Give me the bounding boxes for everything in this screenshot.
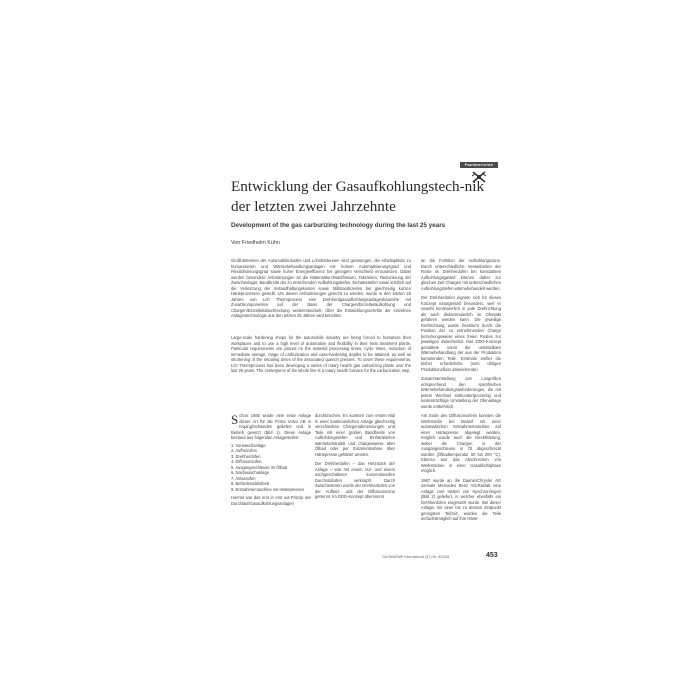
paragraph: 1987 wurde an die DaimlerChrysler AG vormals Mercedes Benz AG/Rastatt eine Anlage zum Härten von Synchronringen (Bild 2) geliefert, in welcher ebenfalls ein Drehherdofen eingesetzt wurde. Bei dieser Anlage, mit einer bis zu dessen Zeitpunkt geringsten Teilzeit, wurden die Teile einfachstmöglich auf ihre Härte- — [421, 477, 501, 521]
paragraph: Der Drehherdofen – das Herzstück der Anlage – war mit einem Vor- und einem nachgeschalteten konventionellen Durchstoßofen verknüpft. Durch Zwischentüren wurde der Drehherdofen von der Aufheiz- und der Diffusionszone getrennt. Im DDG-Konzept übernimmt — [315, 461, 395, 499]
abstract-german: Großhärtereien der Automobilindustrie und Lohnhärtereien sind gezwungen, die Arbeitsplätze zu humanisieren und Wärmebehandlungsanlagen mit hohem Automatisierungsgrad und Flexibilisierungsgrad sowie hoher Energieeffizienz bei geringem Verschleiß einzusetzen. Dabei werden besondere Anforderungen an die Materialdurchsatzflüssen, Taktzeiten, Reduzierung der Zwischenlager, Bandbreite der zu erreichenden Aufkohlungstiefen, Einhärtetiefen sowie letztlich auf die Verkürzung der Instandhaltungskosten sowie Stillstandszeiten bei gleichzeitig kurzen Härteprozessen gestellt. Um diesen Anforderungen gerecht zu werden, wurde in den letzten 25 Jahren von LOI Thermprocess eine Drehherdgasaufkohlungsanlagenbaureihe mit Zusatzkomponenten auf der Basis der Chargen/Einzelteilaufkohlung und Chargen/Einzelteilabschreckung weiterentwickelt. Über die Entwicklungsschritte der einzelnen Anlagentechnologie aus den letzten 25 Jahren wird berichtet. — [231, 258, 412, 318]
paragraph: Hiermit war das erst in erst out-Prinzip der Durchlauf/Gasaufkohlungsanlagen — [231, 495, 311, 506]
article-title: Entwicklung der Gasaufkohlungstech-nik der letzten zwei Jahrzehnte — [231, 178, 485, 215]
page-number: 453 — [486, 552, 498, 559]
paragraph: Zusammenstellung von Losgrößen entsprechend den spezifischen Wärmebehandlungsanforderungen, die mit jedem Wechsel einhundertprozentig und kostenträchtige Umstellung der Ofenanlage wurde entbehrlich. — [421, 376, 501, 409]
list-item: 5. Ausgangsschleuse im Ölbad — [231, 464, 288, 470]
list-item: 2. Aufheizofen — [231, 448, 257, 453]
paragraph: Der Drehherdofen eignete sich für dieses Konzept naturgemäß besonders, weil er sowohl kontinuierlich in jede Drehrichtung als auch diskontinuierlich im Ofentakt gefahren werden kann. Die jeweilige Drehrichtung wurde bestimmt durch die Position der zu entnehmenden Charge beziehungsweise eines freien Rostes zur jeweiligen Zwischentür. Das DDG-Konzept gestattete somit die unmittelbare Wärmebehandlung der aus der Produktion kommenden Teile. Erstmals entfiel die bisher erforderliche (vom übrigen Produktionsfluss abweichende) — [421, 295, 501, 372]
list-item: 6. Nachwaschanlage — [231, 470, 270, 475]
equipment-list — [231, 443, 311, 493]
list-item: 4. Diffusionsofen — [231, 459, 262, 464]
paragraph: an die Funktion der Aufkohlungszone. Durch unterschiedliche Verweilzeiten der Roste im Drehherdofen bei konstantem Aufkohlungsgasteil können daher zur gleichen Zeit Chargen mit unterschiedlichen Aufkohlungstiefen wärmebehandelt werden. — [421, 258, 501, 291]
lead-paragraph: chon 1985 wurde eine erste Anlage dieser Art für die Firma Volvo AB in Koping/Schweden geliefert und in Betrieb gesetzt (Bild 1). Diese Anlage bestand aus folgenden Anlagenteilen: — [231, 413, 311, 440]
list-item: 7. Anlassofen — [231, 475, 256, 481]
list-item: 1. Vorwaschanlage — [231, 442, 266, 448]
paragraph: durchbrochen. Es konnten zum ersten Mal in einer kontinuierlichen Anlage gleichzeitig verschiedene Chargenabmessungen und Teile mit einer großen Bandbreite von Aufkohlungstiefen und Einhärtetiefen wärmebehandelt und chargenweise über Ölbad oder per Einzelentnahme über Härtepresse gehärtet werden. — [315, 413, 395, 457]
list-item: 9. Entnahmemaschine mit Härtepressen — [231, 486, 305, 492]
abstract-english: Large-scale hardening shops for the automobile industry are being forced to humanize their workplaces and to use a high level of automation and flexibility in their heat treatment plants. Particular requirements are placed on the material processing times, cycle times, reduction of immediate storage, range of carburization and case-hardening depths to be attained, as well as shortening of the retooling times of the associated quench presses. To cover these requirements, LOI Thermprocess has been developing a series of rotary hearth gas carburizing plants over the last 25 years. The centerpiece of the whole line is a rotary hearth furnace for the carburization step. — [231, 335, 411, 373]
list-item: 3. Drehherdofen — [231, 453, 261, 459]
list-item: 8. Beförderaddistrieb — [231, 481, 270, 486]
body-column-1 — [231, 413, 311, 506]
paragraph: Am Ende des Diffusionsofens konnten die Werkstücke bei Bedarf mit einer automatischen Entnahmemaschine auf einer Härtepresse abgelegt werden, möglich wurde auch die Direkthärtung, wobei die Chargen in der Ausgangsschleuse in Öl abgeschreckt wurden (Ölbadtemperatur 60 bis 200 °C). Ebenso war das Abschrecken von Werkstücken in einer Gasabkühlphase möglich. — [421, 413, 501, 473]
author-byline: Von Friedhelm Kühn — [231, 240, 280, 246]
right-column-top — [421, 258, 501, 413]
article-subtitle: Development of the gas carburizing technology during the last 25 years — [231, 222, 446, 229]
body-column-2 — [315, 413, 395, 504]
body-column-3 — [421, 413, 501, 526]
drop-cap: S — [231, 412, 239, 427]
journal-footer: GASWÄRME International (57) Nr. 6/2008 — [382, 555, 450, 559]
section-badge: Fachberichte — [460, 162, 498, 168]
